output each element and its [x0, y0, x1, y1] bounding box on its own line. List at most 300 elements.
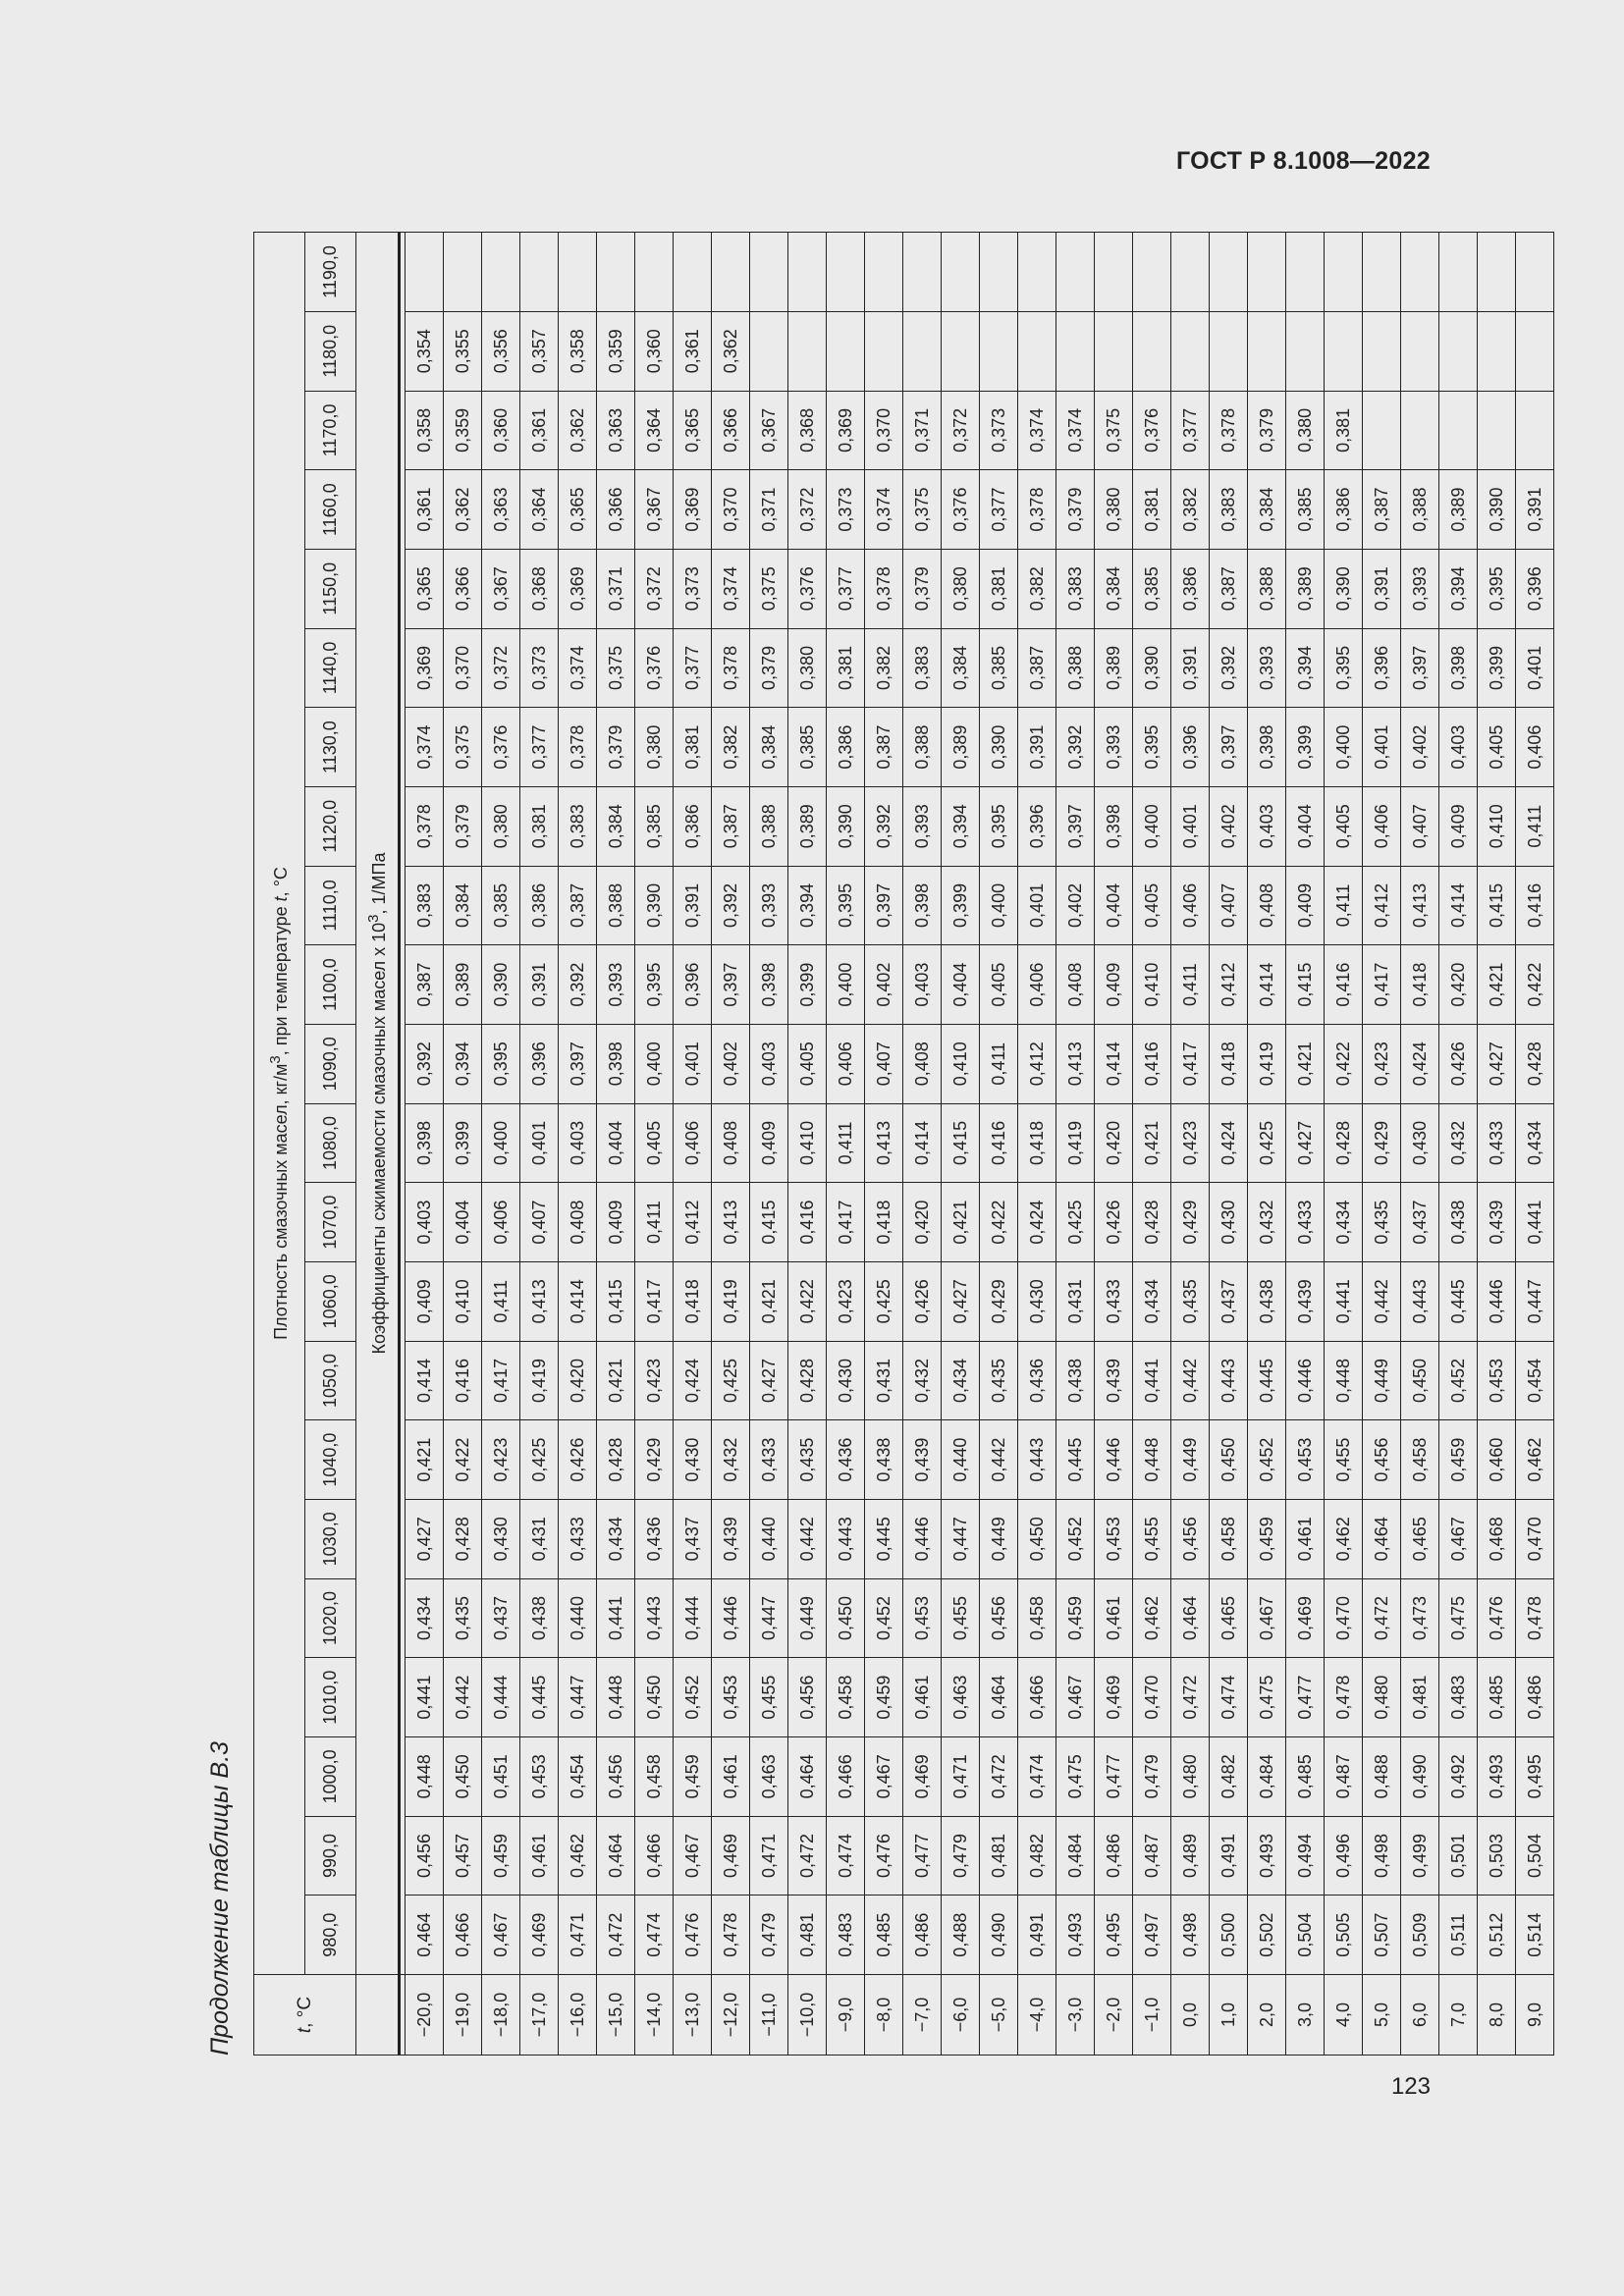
coefficient-cell: 0,458: [827, 1658, 865, 1737]
coefficient-cell: 0,362: [559, 391, 597, 470]
coefficient-cell: 0,430: [1018, 1261, 1056, 1341]
coefficient-cell: 0,412: [674, 1183, 712, 1262]
coefficient-cell: 0,493: [1056, 1896, 1095, 1975]
coefficient-cell: 0,406: [482, 1183, 520, 1262]
coefficient-cell: [788, 233, 827, 312]
coefficient-cell: 0,405: [1133, 866, 1171, 945]
coefficient-cell: 0,441: [597, 1578, 635, 1658]
coefficient-cell: [1248, 311, 1286, 391]
coefficient-cell: 0,372: [635, 549, 674, 628]
coefficient-cell: 0,507: [1363, 1896, 1401, 1975]
coefficient-cell: 0,448: [597, 1658, 635, 1737]
coefficient-cell: 0,383: [1210, 470, 1248, 550]
temperature-cell: −12,0: [712, 1975, 750, 2056]
coefficient-cell: 0,377: [520, 708, 559, 787]
coefficient-cell: 0,412: [1363, 866, 1401, 945]
coefficient-cell: 0,419: [1056, 1103, 1095, 1183]
coefficient-cell: 0,387: [559, 866, 597, 945]
coefficient-cell: 0,433: [559, 1499, 597, 1578]
coefficient-cell: 0,481: [1401, 1658, 1439, 1737]
coefficient-cell: 0,426: [1439, 1024, 1478, 1103]
coefficient-cell: 0,416: [788, 1183, 827, 1262]
coefficient-cell: 0,470: [1133, 1658, 1171, 1737]
coefficient-cell: 0,375: [903, 470, 942, 550]
coefficient-cell: 0,438: [1248, 1261, 1286, 1341]
coefficient-cell: 0,445: [865, 1499, 903, 1578]
temperature-cell: −19,0: [444, 1975, 482, 2056]
coefficient-cell: 0,379: [903, 549, 942, 628]
document-standard-number: ГОСТ Р 8.1008—2022: [1175, 147, 1431, 175]
coefficient-cell: 0,465: [1210, 1578, 1248, 1658]
coefficient-cell: 0,438: [865, 1420, 903, 1500]
coefficient-cell: 0,464: [980, 1658, 1018, 1737]
coefficient-cell: [1095, 311, 1133, 391]
coefficient-cell: 0,466: [827, 1736, 865, 1816]
coefficient-cell: 0,395: [1478, 549, 1516, 628]
table-row: [1248, 233, 1286, 2056]
coefficient-cell: 0,383: [903, 628, 942, 708]
temperature-cell: −2,0: [1095, 1975, 1133, 2056]
coefficient-cell: 0,419: [520, 1341, 559, 1420]
coefficient-cell: 0,476: [865, 1816, 903, 1896]
coefficient-cell: 0,373: [827, 470, 865, 550]
coefficient-cell: 0,408: [1056, 945, 1095, 1025]
coefficient-cell: 0,446: [903, 1499, 942, 1578]
coefficient-cell: 0,414: [406, 1341, 444, 1420]
coefficient-cell: 0,397: [712, 945, 750, 1025]
temperature-cell: −13,0: [674, 1975, 712, 2056]
coefficient-cell: [1056, 233, 1095, 312]
coefficient-cell: 0,404: [1095, 866, 1133, 945]
temperature-cell: −9,0: [827, 1975, 865, 2056]
density-column-header: 1000,0: [305, 1736, 356, 1816]
coefficient-cell: 0,428: [788, 1341, 827, 1420]
coefficient-cell: 0,456: [980, 1578, 1018, 1658]
coefficient-cell: [1133, 311, 1171, 391]
coefficient-cell: [942, 311, 980, 391]
coefficient-cell: 0,393: [1248, 628, 1286, 708]
coefficient-cell: 0,398: [903, 866, 942, 945]
coefficient-cell: 0,391: [1171, 628, 1210, 708]
coefficient-cell: 0,366: [444, 549, 482, 628]
coefficient-cell: 0,360: [635, 311, 674, 391]
coefficient-cell: [1133, 233, 1171, 312]
coefficient-cell: 0,373: [520, 628, 559, 708]
coefficient-cell: 0,394: [1439, 549, 1478, 628]
coefficient-cell: 0,447: [750, 1578, 788, 1658]
coefficient-cell: [635, 233, 674, 312]
coefficient-cell: 0,485: [1478, 1658, 1516, 1737]
temperature-cell: 1,0: [1210, 1975, 1248, 2056]
coefficient-cell: 0,450: [635, 1658, 674, 1737]
coefficient-cell: 0,479: [750, 1896, 788, 1975]
density-column-header: 1080,0: [305, 1103, 356, 1183]
coefficient-cell: 0,365: [674, 391, 712, 470]
coefficient-cell: 0,403: [1439, 708, 1478, 787]
coefficient-cell: 0,358: [406, 391, 444, 470]
coefficient-cell: 0,443: [1401, 1261, 1439, 1341]
coefficient-cell: 0,408: [712, 1103, 750, 1183]
coefficient-cell: 0,422: [788, 1261, 827, 1341]
coefficient-cell: 0,432: [1439, 1103, 1478, 1183]
table-row: [750, 233, 788, 2056]
coefficient-cell: 0,434: [1516, 1103, 1554, 1183]
coefficient-cell: 0,421: [1133, 1103, 1171, 1183]
coefficient-cell: 0,441: [406, 1658, 444, 1737]
coefficient-cell: 0,358: [559, 311, 597, 391]
table-row: [980, 233, 1018, 2056]
coefficient-cell: 0,376: [1133, 391, 1171, 470]
coefficient-cell: 0,414: [559, 1261, 597, 1341]
coefficient-cell: 0,370: [865, 391, 903, 470]
coefficient-cell: 0,445: [1248, 1341, 1286, 1420]
coefficient-cell: 0,427: [406, 1499, 444, 1578]
coefficient-cell: 0,366: [712, 391, 750, 470]
header-row-group: [254, 233, 305, 2056]
coefficient-cell: 0,425: [712, 1341, 750, 1420]
coefficient-cell: 0,450: [827, 1578, 865, 1658]
coefficient-cell: 0,401: [1171, 786, 1210, 866]
coefficient-cell: 0,405: [1325, 786, 1363, 866]
coefficient-cell: 0,493: [1248, 1816, 1286, 1896]
coefficient-cell: 0,497: [1133, 1896, 1171, 1975]
coefficient-cell: 0,423: [827, 1261, 865, 1341]
coefficient-cell: 0,385: [1286, 470, 1325, 550]
coefficient-cell: 0,489: [1171, 1816, 1210, 1896]
coefficient-cell: 0,373: [980, 391, 1018, 470]
coefficient-cell: 0,378: [559, 708, 597, 787]
coefficient-cell: 0,428: [444, 1499, 482, 1578]
coefficient-cell: [865, 311, 903, 391]
coefficient-cell: 0,455: [750, 1658, 788, 1737]
table-row: [1056, 233, 1095, 2056]
coefficient-cell: 0,455: [942, 1578, 980, 1658]
coefficient-cell: [788, 311, 827, 391]
coefficient-cell: 0,415: [1478, 866, 1516, 945]
coefficient-cell: 0,375: [750, 549, 788, 628]
coefficient-cell: 0,371: [903, 391, 942, 470]
coefficient-cell: 0,374: [1056, 391, 1095, 470]
coefficient-cell: [1325, 233, 1363, 312]
coefficient-cell: 0,409: [406, 1261, 444, 1341]
coefficient-cell: 0,430: [1401, 1103, 1439, 1183]
coefficient-cell: 0,391: [674, 866, 712, 945]
coefficient-cell: 0,469: [712, 1816, 750, 1896]
coefficient-cell: 0,390: [482, 945, 520, 1025]
coefficient-cell: [1439, 233, 1478, 312]
coefficient-cell: 0,383: [406, 866, 444, 945]
coefficient-cell: 0,386: [520, 866, 559, 945]
coefficient-cell: [1401, 311, 1439, 391]
coefficient-cell: 0,490: [980, 1896, 1018, 1975]
coefficient-cell: 0,417: [1363, 945, 1401, 1025]
coefficient-cell: 0,382: [712, 708, 750, 787]
coefficient-cell: 0,464: [1171, 1578, 1210, 1658]
coefficient-cell: 0,368: [520, 549, 559, 628]
coefficient-cell: 0,419: [1248, 1024, 1286, 1103]
coefficient-cell: 0,389: [1095, 628, 1133, 708]
coefficient-cell: 0,364: [520, 470, 559, 550]
density-column-header: 1160,0: [305, 470, 356, 550]
coefficients-subheader: Коэффициенты сжимаемости смазочных масел x $10^3$, 1/МПа: [356, 233, 400, 1975]
coefficient-cell: 0,426: [1095, 1183, 1133, 1262]
temperature-cell: −10,0: [788, 1975, 827, 2056]
coefficient-cell: 0,424: [674, 1341, 712, 1420]
coefficient-cell: 0,443: [827, 1499, 865, 1578]
coefficient-cell: 0,427: [750, 1341, 788, 1420]
coefficient-cell: 0,398: [597, 1024, 635, 1103]
coefficient-cell: 0,394: [942, 786, 980, 866]
coefficient-cell: 0,478: [712, 1896, 750, 1975]
coefficient-cell: 0,401: [674, 1024, 712, 1103]
coefficient-cell: 0,445: [520, 1658, 559, 1737]
temperature-cell: −18,0: [482, 1975, 520, 2056]
coefficient-cell: 0,418: [865, 1183, 903, 1262]
coefficient-cell: 0,383: [1056, 549, 1095, 628]
coefficient-cell: 0,443: [635, 1578, 674, 1658]
coefficient-cell: 0,374: [1018, 391, 1056, 470]
coefficient-cell: 0,355: [444, 311, 482, 391]
coefficient-cell: 0,442: [788, 1499, 827, 1578]
density-column-header: 1140,0: [305, 628, 356, 708]
coefficient-cell: [406, 233, 444, 312]
coefficient-cell: 0,496: [1325, 1816, 1363, 1896]
coefficient-cell: 0,464: [1363, 1499, 1401, 1578]
coefficient-cell: 0,397: [1401, 628, 1439, 708]
coefficient-cell: 0,371: [750, 470, 788, 550]
coefficient-cell: 0,472: [597, 1896, 635, 1975]
coefficient-cell: 0,457: [444, 1816, 482, 1896]
coefficient-cell: 0,375: [597, 628, 635, 708]
coefficient-cell: 0,442: [980, 1420, 1018, 1500]
coefficient-cell: [1439, 391, 1478, 470]
coefficient-cell: 0,428: [1325, 1103, 1363, 1183]
coefficient-cell: 0,495: [1516, 1736, 1554, 1816]
coefficient-cell: 0,446: [1478, 1261, 1516, 1341]
coefficient-cell: 0,425: [520, 1420, 559, 1500]
table-caption: Продолжение таблицы В.3: [206, 1741, 234, 2056]
coefficient-cell: 0,435: [444, 1578, 482, 1658]
table-row: [406, 233, 444, 2056]
coefficient-cell: 0,408: [903, 1024, 942, 1103]
coefficient-cell: 0,364: [635, 391, 674, 470]
coefficient-cell: 0,477: [1095, 1736, 1133, 1816]
coefficient-cell: 0,459: [1248, 1499, 1286, 1578]
header-row-densities: [305, 233, 356, 2056]
coefficient-cell: [1439, 311, 1478, 391]
coefficient-cell: 0,459: [865, 1658, 903, 1737]
coefficient-cell: 0,400: [482, 1103, 520, 1183]
coefficient-cell: 0,458: [635, 1736, 674, 1816]
coefficient-cell: 0,440: [559, 1578, 597, 1658]
coefficient-cell: 0,514: [1516, 1896, 1554, 1975]
coefficient-cell: 0,367: [750, 391, 788, 470]
coefficient-cell: 0,415: [942, 1103, 980, 1183]
coefficient-cell: 0,362: [712, 311, 750, 391]
table-row: [865, 233, 903, 2056]
coefficient-cell: 0,386: [674, 786, 712, 866]
coefficient-cell: 0,422: [1516, 945, 1554, 1025]
coefficient-cell: 0,389: [788, 786, 827, 866]
coefficient-cell: 0,395: [1325, 628, 1363, 708]
coefficient-cell: 0,478: [1516, 1578, 1554, 1658]
coefficient-cell: 0,387: [1210, 549, 1248, 628]
temperature-cell: −8,0: [865, 1975, 903, 2056]
table-row: [597, 233, 635, 2056]
table-row: [942, 233, 980, 2056]
coefficient-cell: 0,452: [865, 1578, 903, 1658]
coefficient-cell: 0,396: [1171, 708, 1210, 787]
temperature-cell: 7,0: [1439, 1975, 1478, 2056]
coefficient-cell: 0,423: [1171, 1103, 1210, 1183]
coefficient-cell: [1401, 233, 1439, 312]
coefficient-cell: 0,405: [788, 1024, 827, 1103]
coefficient-cell: 0,474: [1018, 1736, 1056, 1816]
coefficient-cell: 0,441: [1325, 1261, 1363, 1341]
coefficient-cell: 0,380: [635, 708, 674, 787]
coefficient-cell: [827, 233, 865, 312]
coefficient-cell: 0,481: [788, 1896, 827, 1975]
coefficient-cell: 0,437: [1210, 1261, 1248, 1341]
coefficient-cell: 0,423: [635, 1341, 674, 1420]
coefficient-cell: 0,413: [1401, 866, 1439, 945]
coefficient-cell: 0,385: [482, 866, 520, 945]
coefficient-cell: 0,380: [1095, 470, 1133, 550]
coefficient-cell: 0,363: [597, 391, 635, 470]
coefficient-cell: 0,406: [827, 1024, 865, 1103]
coefficient-cell: 0,390: [980, 708, 1018, 787]
coefficient-cell: 0,462: [1516, 1420, 1554, 1500]
coefficient-cell: 0,439: [1286, 1261, 1325, 1341]
coefficient-cell: 0,458: [1210, 1499, 1248, 1578]
coefficient-cell: 0,501: [1439, 1816, 1478, 1896]
coefficient-cell: 0,447: [559, 1658, 597, 1737]
coefficient-cell: 0,380: [942, 549, 980, 628]
coefficient-cell: 0,468: [1478, 1499, 1516, 1578]
coefficient-cell: 0,389: [942, 708, 980, 787]
coefficient-cell: [903, 233, 942, 312]
coefficient-cell: 0,466: [635, 1816, 674, 1896]
coefficient-cell: 0,427: [1478, 1024, 1516, 1103]
coefficient-cell: 0,404: [597, 1103, 635, 1183]
coefficient-cell: 0,454: [559, 1736, 597, 1816]
coefficient-cell: 0,443: [1210, 1341, 1248, 1420]
coefficient-cell: 0,415: [597, 1261, 635, 1341]
coefficient-cell: [1171, 311, 1210, 391]
coefficient-cell: 0,448: [406, 1736, 444, 1816]
coefficient-cell: 0,476: [674, 1896, 712, 1975]
coefficient-cell: 0,414: [903, 1103, 942, 1183]
coefficient-cell: 0,378: [1210, 391, 1248, 470]
coefficient-cell: 0,464: [597, 1816, 635, 1896]
coefficient-cell: 0,459: [674, 1736, 712, 1816]
coefficient-cell: 0,461: [712, 1736, 750, 1816]
table-row: [1401, 233, 1439, 2056]
coefficient-cell: 0,436: [1018, 1341, 1056, 1420]
coefficient-cell: [1516, 311, 1554, 391]
density-column-header: 1170,0: [305, 391, 356, 470]
coefficient-cell: 0,472: [980, 1736, 1018, 1816]
coefficient-cell: 0,395: [1133, 708, 1171, 787]
coefficient-cell: 0,479: [1133, 1736, 1171, 1816]
coefficient-cell: 0,466: [1018, 1658, 1056, 1737]
table-row: [788, 233, 827, 2056]
coefficient-cell: 0,374: [712, 549, 750, 628]
coefficient-cell: 0,392: [559, 945, 597, 1025]
coefficient-cell: 0,397: [559, 1024, 597, 1103]
coefficient-cell: 0,446: [1286, 1341, 1325, 1420]
coefficient-cell: 0,367: [482, 549, 520, 628]
coefficient-cell: 0,445: [1056, 1420, 1095, 1500]
coefficient-cell: 0,398: [750, 945, 788, 1025]
coefficient-cell: 0,450: [444, 1736, 482, 1816]
coefficient-cell: 0,439: [1095, 1341, 1133, 1420]
page-number: 123: [1390, 2073, 1431, 2100]
coefficient-cell: 0,437: [674, 1499, 712, 1578]
coefficient-cell: 0,392: [1056, 708, 1095, 787]
temperature-cell: 2,0: [1248, 1975, 1286, 2056]
coefficient-cell: 0,398: [1248, 708, 1286, 787]
coefficient-cell: 0,390: [1133, 628, 1171, 708]
coefficient-cell: 0,434: [597, 1499, 635, 1578]
table-row: [520, 233, 559, 2056]
temperature-cell: −1,0: [1133, 1975, 1171, 2056]
coefficient-cell: 0,398: [1095, 786, 1133, 866]
coefficient-cell: 0,458: [1401, 1420, 1439, 1500]
coefficient-cell: 0,376: [942, 470, 980, 550]
coefficient-cell: 0,380: [1286, 391, 1325, 470]
coefficient-cell: [1210, 311, 1248, 391]
coefficient-cell: 0,503: [1478, 1816, 1516, 1896]
coefficient-cell: 0,467: [865, 1736, 903, 1816]
coefficient-cell: 0,420: [903, 1183, 942, 1262]
coefficient-cell: 0,406: [1363, 786, 1401, 866]
coefficient-cell: 0,399: [942, 866, 980, 945]
coefficient-cell: 0,396: [674, 945, 712, 1025]
coefficient-cell: 0,440: [942, 1420, 980, 1500]
coefficient-cell: 0,384: [597, 786, 635, 866]
coefficient-cell: 0,378: [865, 549, 903, 628]
table-row: [1286, 233, 1325, 2056]
coefficient-cell: 0,407: [1210, 866, 1248, 945]
coefficient-cell: 0,365: [559, 470, 597, 550]
coefficient-cell: 0,426: [559, 1420, 597, 1500]
coefficient-cell: 0,360: [482, 391, 520, 470]
coefficient-cell: 0,498: [1171, 1896, 1210, 1975]
coefficient-cell: 0,372: [482, 628, 520, 708]
coefficient-cell: 0,427: [942, 1261, 980, 1341]
coefficient-cell: 0,475: [1056, 1736, 1095, 1816]
coefficient-cell: 0,451: [482, 1736, 520, 1816]
coefficient-cell: 0,381: [1325, 391, 1363, 470]
coefficient-cell: 0,470: [1325, 1578, 1363, 1658]
coefficient-cell: 0,376: [482, 708, 520, 787]
temperature-cell: −11,0: [750, 1975, 788, 2056]
coefficient-cell: [1286, 311, 1325, 391]
coefficient-cell: 0,400: [635, 1024, 674, 1103]
coefficient-cell: 0,369: [406, 628, 444, 708]
coefficient-cell: 0,416: [444, 1341, 482, 1420]
coefficient-cell: 0,391: [520, 945, 559, 1025]
coefficient-cell: [1018, 311, 1056, 391]
temperature-cell: −7,0: [903, 1975, 942, 2056]
coefficient-cell: 0,384: [444, 866, 482, 945]
table-row: [482, 233, 520, 2056]
coefficient-cell: 0,382: [865, 628, 903, 708]
coefficient-cell: 0,428: [1516, 1024, 1554, 1103]
coefficient-cell: [1363, 233, 1401, 312]
coefficient-cell: 0,420: [1095, 1103, 1133, 1183]
